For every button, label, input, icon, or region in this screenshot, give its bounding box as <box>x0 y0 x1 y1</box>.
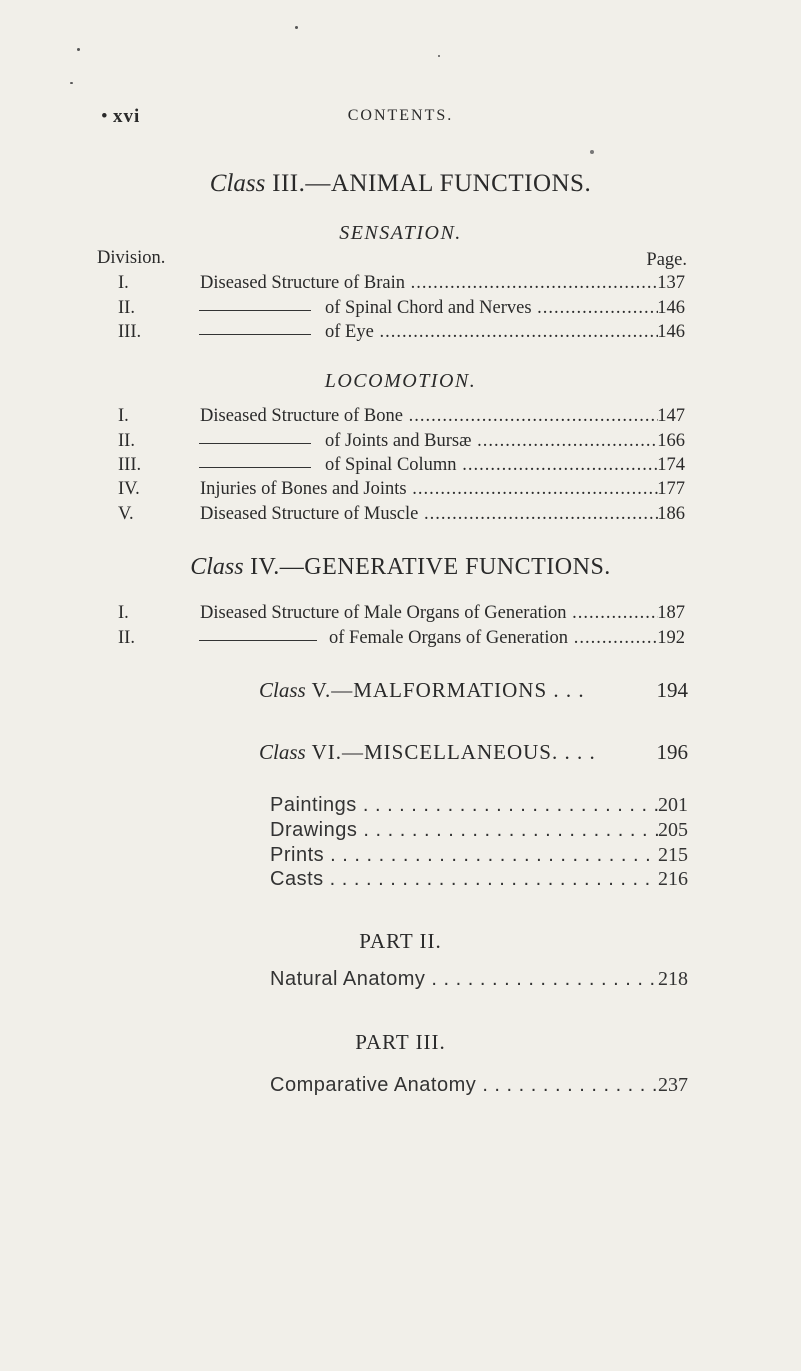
page-ref: 166 <box>657 431 685 451</box>
page-ref: 205 <box>658 819 688 841</box>
toc-row <box>0 273 801 299</box>
running-title: CONTENTS. <box>347 107 454 124</box>
toc-row <box>0 406 801 432</box>
locomotion-heading: LOCOMOTION. <box>324 370 477 392</box>
toc-entry <box>0 794 801 822</box>
entry-text: of Spinal Chord and Nerves ..... <box>325 298 658 319</box>
entry-text: Injuries of Bones and Joints ..... <box>200 479 658 500</box>
page-ref: 186 <box>657 504 685 524</box>
speck <box>590 150 594 154</box>
entry-text: of Joints and Bursæ ..... <box>325 431 658 452</box>
entry-text: Diseased Structure of Bone ..... <box>200 406 658 427</box>
speck <box>295 26 298 29</box>
division-number: I. <box>118 603 129 623</box>
page-ref: 237 <box>658 1074 688 1096</box>
page-ref: 215 <box>658 844 688 866</box>
entry-text: Drawings . . . <box>270 819 658 842</box>
entry-text: of Female Organs of Generation ..... <box>329 628 658 649</box>
ditto-rule <box>199 640 317 641</box>
entry-text: Comparative Anatomy . . . <box>270 1074 658 1097</box>
class-title: V.—MALFORMATIONS . . . <box>311 678 585 702</box>
part-2-heading: PART II. <box>359 929 442 953</box>
division-number: I. <box>118 406 129 426</box>
entry-text: of Eye ..... <box>325 322 658 343</box>
class-label: Class <box>190 554 244 580</box>
speck <box>438 55 440 57</box>
part-3-heading: PART III. <box>355 1030 446 1054</box>
toc-entry <box>0 868 801 896</box>
page-ref: 216 <box>658 868 688 890</box>
division-column-header: Division. <box>97 248 166 268</box>
page-ref: 147 <box>657 406 685 426</box>
class-label: Class <box>259 740 306 764</box>
page-ref: 137 <box>657 273 685 293</box>
page-column-header: Page. <box>646 250 687 270</box>
division-number: I. <box>118 273 129 293</box>
toc-entry <box>0 968 801 996</box>
class-title: VI.—MISCELLANEOUS. . . . <box>311 740 596 764</box>
toc-row <box>0 479 801 505</box>
entry-text: Prints . . . <box>270 844 658 867</box>
division-number: II. <box>118 431 135 451</box>
page-ref: 177 <box>657 479 685 499</box>
toc-row <box>0 628 801 654</box>
speck <box>77 48 80 51</box>
toc-row <box>0 298 801 324</box>
entry-text: Natural Anatomy . . . <box>270 968 658 991</box>
ditto-rule <box>199 467 311 468</box>
page-number-text: xvi <box>113 106 141 127</box>
page-ref: 187 <box>657 603 685 623</box>
division-number: III. <box>118 455 142 475</box>
division-number: II. <box>118 298 135 318</box>
toc-row <box>0 322 801 348</box>
class-label: Class <box>259 678 306 702</box>
division-number: IV. <box>118 479 140 499</box>
page-ref: 194 <box>656 678 688 702</box>
class-3-heading <box>0 170 801 198</box>
entry-text: Diseased Structure of Muscle ..... <box>200 504 658 525</box>
class-5-line <box>0 678 801 708</box>
page-ref: 192 <box>657 628 685 648</box>
entry-text: of Spinal Column ..... <box>325 455 658 476</box>
page-ref: 174 <box>657 455 685 475</box>
ditto-rule <box>199 443 311 444</box>
entry-text: Diseased Structure of Male Organs of Generation ..... <box>200 603 658 624</box>
page-number: • xvi <box>101 106 141 127</box>
running-head <box>0 106 801 130</box>
class-label: Class <box>209 170 266 197</box>
class-title: III.—ANIMAL FUNCTIONS. <box>272 170 592 197</box>
page-ref: 146 <box>657 298 685 318</box>
page-ref: 218 <box>658 968 688 990</box>
entry-text: Diseased Structure of Brain ..... <box>200 273 658 294</box>
toc-entry <box>0 819 801 847</box>
page-ref: 146 <box>657 322 685 342</box>
sensation-heading: SENSATION. <box>339 222 462 244</box>
toc-row <box>0 603 801 629</box>
division-number: V. <box>118 504 134 524</box>
toc-row <box>0 455 801 481</box>
entry-text: Paintings . . . <box>270 794 658 817</box>
division-number: III. <box>118 322 142 342</box>
entry-text: Casts . . . <box>270 868 658 891</box>
class-title: IV.—GENERATIVE FUNCTIONS. <box>250 554 611 580</box>
page-ref: 196 <box>656 740 688 764</box>
ditto-rule <box>199 310 311 311</box>
page-ref: 201 <box>658 794 688 816</box>
class-4-heading <box>0 554 801 581</box>
toc-row <box>0 504 801 530</box>
toc-row <box>0 431 801 457</box>
ditto-rule <box>199 334 311 335</box>
class-6-line <box>0 740 801 770</box>
speck <box>70 82 73 84</box>
toc-entry <box>0 1074 801 1102</box>
division-number: II. <box>118 628 135 648</box>
